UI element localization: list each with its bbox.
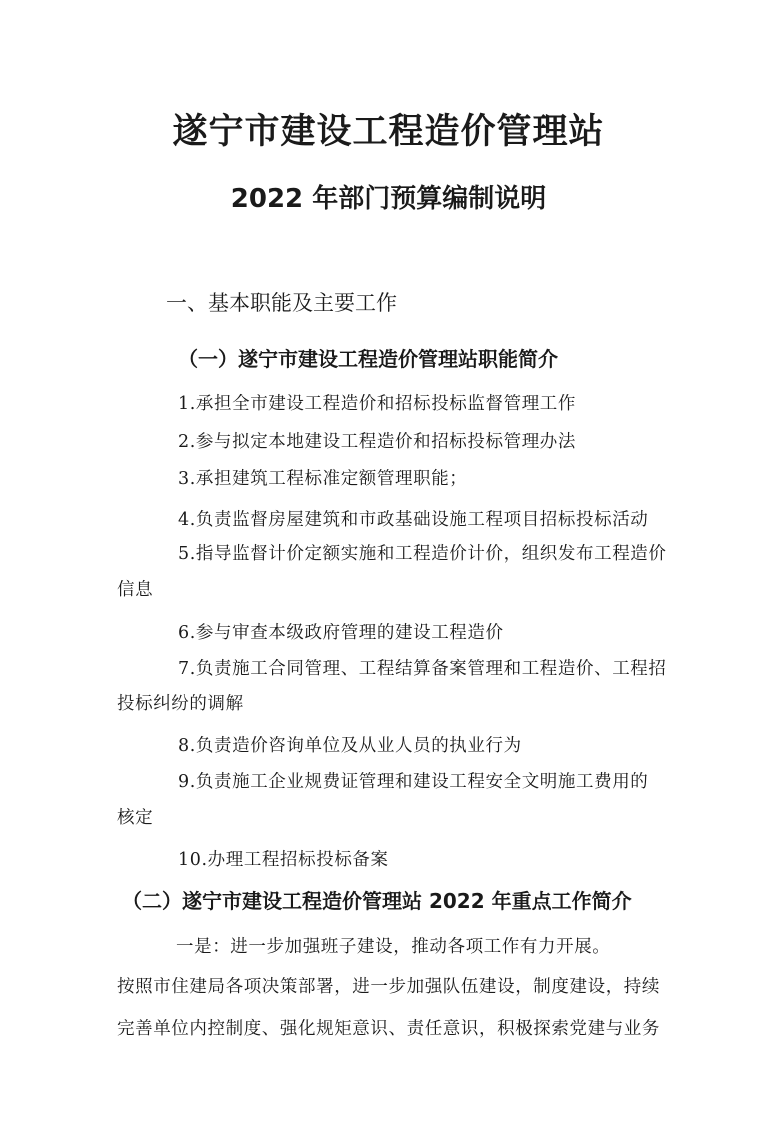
- subsection-heading: （一）遂宁市建设工程造价管理站职能简介: [178, 347, 558, 371]
- paragraph-line: 完善单位内控制度、强化规矩意识、责任意识，积极探索党建与业务: [117, 1019, 660, 1039]
- duty-item: 1.承担全市建设工程造价和招标投标监督管理工作: [178, 394, 576, 414]
- duty-item: 9.负责施工企业规费证管理和建设工程安全文明施工费用的: [178, 772, 649, 792]
- document-subtitle: 2022 年部门预算编制说明: [230, 184, 547, 214]
- section-heading: 一、基本职能及主要工作: [166, 291, 397, 315]
- subsection-heading: （二）遂宁市建设工程造价管理站 2022 年重点工作简介: [122, 889, 632, 913]
- duty-item: 2.参与拟定本地建设工程造价和招标投标管理办法: [178, 432, 576, 452]
- duty-item: 6.参与审查本级政府管理的建设工程造价: [178, 623, 504, 643]
- duty-item: 4.负责监督房屋建筑和市政基础设施工程项目招标投标活动: [178, 510, 649, 530]
- duty-item: 10.办理工程招标投标备案: [178, 850, 389, 870]
- document-title: 遂宁市建设工程造价管理站: [172, 112, 605, 152]
- duty-item: 7.负责施工合同管理、工程结算备案管理和工程造价、工程招: [178, 659, 667, 679]
- duty-item: 3.承担建筑工程标准定额管理职能；: [178, 469, 468, 489]
- duty-item-continuation: 投标纠纷的调解: [117, 694, 244, 714]
- duty-item: 8.负责造价咨询单位及从业人员的执业行为: [178, 736, 522, 756]
- paragraph-line: 一是：进一步加强班子建设，推动各项工作有力开展。: [176, 937, 611, 957]
- duty-item-continuation: 核定: [117, 808, 154, 828]
- duty-item: 5.指导监督计价定额实施和工程造价计价，组织发布工程造价: [178, 544, 667, 564]
- paragraph-line: 按照市住建局各项决策部署，进一步加强队伍建设，制度建设，持续: [117, 977, 660, 997]
- duty-item-continuation: 信息: [117, 580, 154, 600]
